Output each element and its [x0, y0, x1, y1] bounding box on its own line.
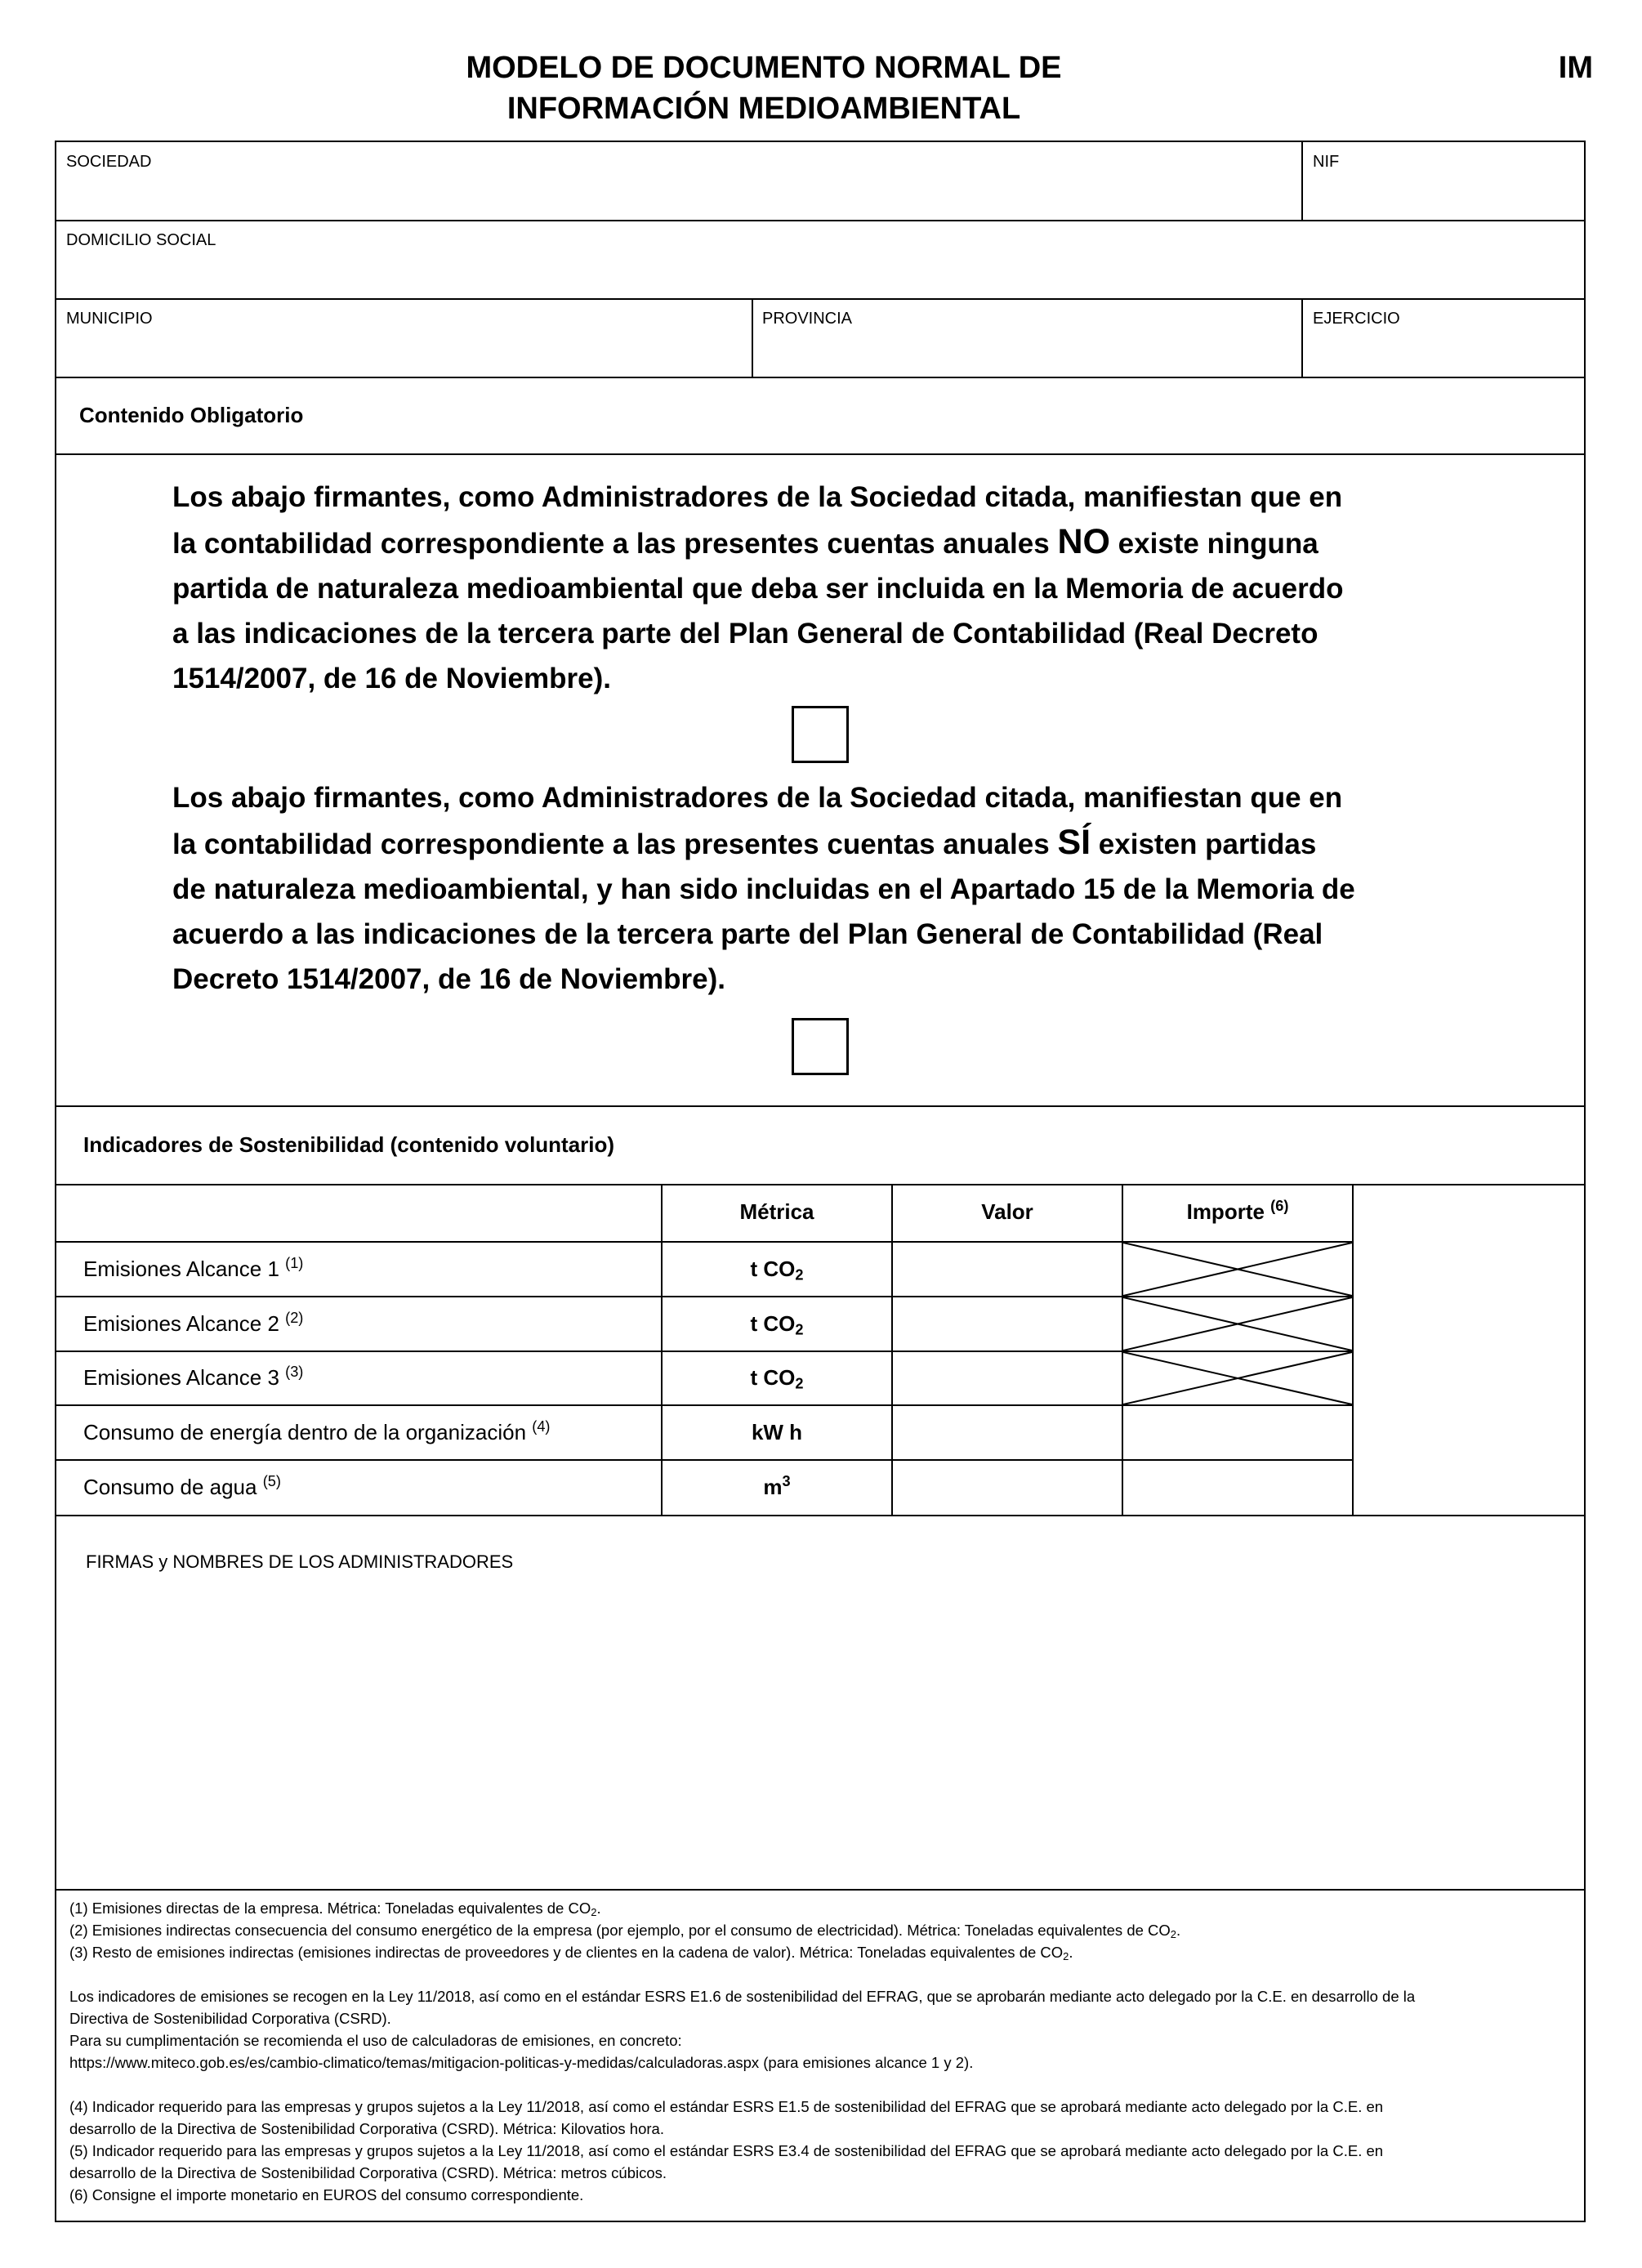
firmas-area[interactable]	[56, 1516, 1584, 1889]
declaration-no	[172, 475, 1561, 701]
ejercicio-field[interactable]	[1303, 300, 1584, 377]
emissions-note: Directiva de Sostenibilidad Corporativa (CSRD).	[69, 2010, 391, 2027]
row-label-alcance-2: Emisiones Alcance 2 $^{(2)}$	[83, 1310, 304, 1336]
emissions-note: Para su cumplimentación se recomienda el uso de calculadoras de emisiones, en concreto:	[69, 2032, 682, 2049]
divider	[56, 377, 1584, 378]
ejercicio-label: EJERCICIO	[1313, 310, 1400, 328]
valor-input-alcance-2[interactable]	[893, 1297, 1122, 1351]
footnote-4: desarrollo de la Directiva de Sostenibilidad Corporativa (CSRD). Métrica: Kilovatios hora.	[69, 2120, 664, 2137]
table-divider	[1352, 1184, 1354, 1515]
footnote-4: (4) Indicador requerido para las empresas y grupos sujetos a la Ley 11/2018, así como el estándar ESRS E1.5 de sostenibilidad del EFRAG que se aprobará mediante acto delegado por la C.E. en	[69, 2098, 1384, 2115]
sostenibilidad-heading: Indicadores de Sostenibilidad (contenido voluntario)	[83, 1132, 615, 1157]
row-label-alcance-1: Emisiones Alcance 1 $^{(1)}$	[83, 1255, 304, 1281]
divider	[56, 1184, 1584, 1185]
importe-input-energia[interactable]	[1123, 1406, 1352, 1459]
importe-crossed-alcance-2	[1123, 1297, 1352, 1351]
checkbox-si-partidas[interactable]	[792, 1018, 849, 1075]
footnotes	[69, 1897, 1573, 2206]
document-title	[327, 47, 1201, 129]
sociedad-label: SOCIEDAD	[66, 153, 152, 171]
row-label-alcance-3: Emisiones Alcance 3 $^{(3)}$	[83, 1364, 304, 1390]
nif-field[interactable]	[1303, 142, 1584, 220]
calculator-link[interactable]: https://www.miteco.gob.es/es/cambio-climatico/temas/mitigacion-politicas-y-medidas/calculadoras.aspx (para emisiones alcance 1 y 2).	[69, 2054, 974, 2071]
declaration-no-line: Los abajo firmantes, como Administradores de la Sociedad citada, manifiestan que en	[172, 481, 1343, 513]
provincia-field[interactable]	[753, 300, 1301, 377]
provincia-label: PROVINCIA	[762, 310, 853, 328]
domicilio-label: DOMICILIO SOCIAL	[66, 231, 216, 249]
table-divider	[661, 1184, 663, 1515]
municipio-label: MUNICIPIO	[66, 310, 153, 328]
row-unit-agua: $m^3$	[763, 1473, 791, 1499]
valor-input-energia[interactable]	[893, 1406, 1122, 1459]
row-label-agua: Consumo de agua $^{(5)}$	[83, 1473, 281, 1499]
title-line-2: INFORMACIÓN MEDIOAMBIENTAL	[506, 92, 1021, 126]
declaration-no-line: a las indicaciones de la tercera parte del Plan General de Contabilidad (Real Decreto	[172, 618, 1319, 650]
importe-crossed-alcance-1	[1123, 1243, 1352, 1296]
municipio-field[interactable]	[56, 300, 752, 377]
column-header-valor: Valor	[981, 1199, 1033, 1224]
keyword-no: NO	[1057, 522, 1110, 561]
sociedad-field[interactable]	[56, 142, 1301, 220]
declaration-no-line: 1514/2007, de 16 de Noviembre).	[172, 663, 611, 694]
column-header-metrica: Métrica	[739, 1199, 814, 1224]
form-code: IM	[1558, 51, 1593, 85]
checkbox-no-partidas[interactable]	[792, 706, 849, 763]
emissions-note: Los indicadores de emisiones se recogen en la Ley 11/2018, así como en el estándar ESRS E1.6 de sostenibilidad del EFRAG, que se aprobarán mediante acto delegado por la C.E. en desarrollo de la	[69, 1988, 1416, 2005]
firmas-label: FIRMAS y NOMBRES DE LOS ADMINISTRADORES	[86, 1551, 514, 1572]
environmental-form	[55, 141, 1586, 2222]
divider	[56, 1105, 1584, 1107]
declaration-si-line: la contabilidad correspondiente a las presentes cuentas anuales SÍ existen partidas	[172, 823, 1317, 862]
declaration-si-line: de naturaleza medioambiental, y han sido incluidas en el Apartado 15 de la Memoria de	[172, 873, 1355, 905]
declaration-si-line: Decreto 1514/2007, de 16 de Noviembre).	[172, 963, 726, 995]
row-unit-alcance-1: t $CO_2$	[750, 1257, 804, 1284]
row-unit-alcance-2: t $CO_2$	[750, 1311, 804, 1338]
footnote-3: (3) Resto de emisiones indirectas (emisiones indirectas de proveedores y de clientes en la cadena de valor). Métrica: Toneladas equivalentes de $CO_2$.	[69, 1944, 1073, 1963]
footnote-6: (6) Consigne el importe monetario en EUROS del consumo correspondiente.	[69, 2186, 584, 2203]
obligatorio-heading: Contenido Obligatorio	[79, 403, 304, 427]
declaration-no-line: la contabilidad correspondiente a las presentes cuentas anuales NO existe ninguna	[172, 522, 1319, 561]
footnote-5: desarrollo de la Directiva de Sostenibilidad Corporativa (CSRD). Métrica: metros cúbicos.	[69, 2164, 667, 2181]
keyword-si: SÍ	[1057, 823, 1091, 862]
row-unit-energia: kW h	[751, 1420, 803, 1444]
footnote-2: (2) Emisiones indirectas consecuencia del consumo energético de la empresa (por ejemplo, por el consumo de electricidad). Métrica: Toneladas equivalentes de $CO_2$.	[69, 1922, 1181, 1941]
valor-input-alcance-1[interactable]	[893, 1243, 1122, 1296]
footnote-5: (5) Indicador requerido para las empresas y grupos sujetos a la Ley 11/2018, así como el estándar ESRS E3.4 de sostenibilidad del EFRAG que se aprobará mediante acto delegado por la C.E. en	[69, 2142, 1384, 2159]
importe-crossed-alcance-3	[1123, 1352, 1352, 1404]
declaration-si	[172, 775, 1561, 1002]
nif-label: NIF	[1313, 153, 1340, 171]
domicilio-field[interactable]	[56, 221, 1584, 298]
row-label-energia: Consumo de energía dentro de la organización $^{(4)}$	[83, 1418, 551, 1444]
divider	[56, 1889, 1584, 1891]
importe-input-agua[interactable]	[1123, 1461, 1352, 1515]
column-header-importe: Importe $^{(6)}$	[1186, 1198, 1289, 1224]
divider	[56, 453, 1584, 455]
declaration-no-line: partida de naturaleza medioambiental que deba ser incluida en la Memoria de acuerdo	[172, 573, 1344, 605]
declaration-si-line: Los abajo firmantes, como Administradores de la Sociedad citada, manifiestan que en	[172, 782, 1343, 814]
valor-input-agua[interactable]	[893, 1461, 1122, 1515]
title-line-1: MODELO DE DOCUMENTO NORMAL DE	[466, 51, 1062, 85]
valor-input-alcance-3[interactable]	[893, 1352, 1122, 1404]
declaration-si-line: acuerdo a las indicaciones de la tercera parte del Plan General de Contabilidad (Real	[172, 918, 1323, 950]
row-unit-alcance-3: t $CO_2$	[750, 1365, 804, 1392]
footnote-1: (1) Emisiones directas de la empresa. Métrica: Toneladas equivalentes de $CO_2$.	[69, 1900, 601, 1919]
